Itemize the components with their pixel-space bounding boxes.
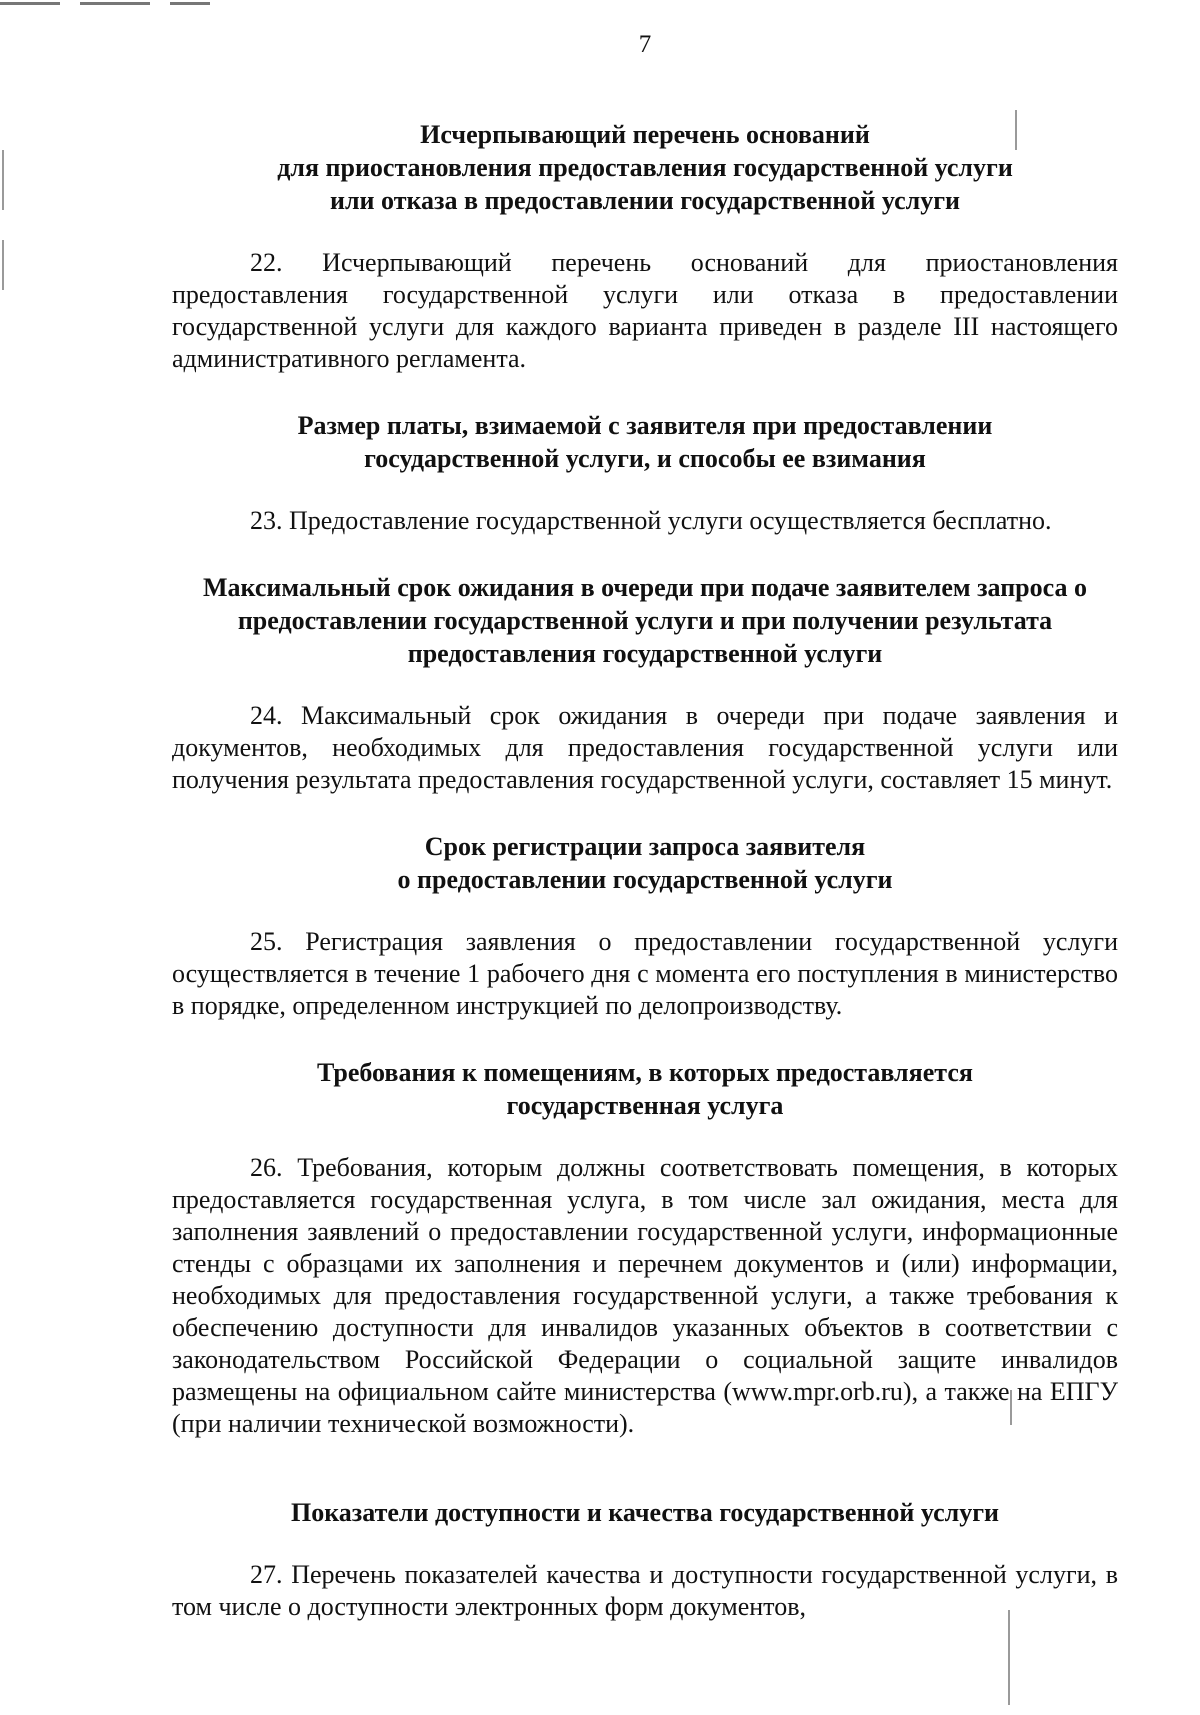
section-heading <box>172 1056 1118 1122</box>
scan-artifact <box>0 2 60 5</box>
paragraph-25: 25. Регистрация заявления о предоставлении государственной услуги осуществляется в течение 1 рабочего дня с момента его поступления в министерство в порядке, определенном инструкцией по делопроизводству. <box>172 927 1118 1020</box>
section-heading <box>172 1496 1118 1529</box>
heading-line: или отказа в предоставлении государственной услуги <box>329 186 961 215</box>
heading-line: Размер платы, взимаемой с заявителя при предоставлении <box>297 411 993 440</box>
paragraph-23: 23. Предоставление государственной услуги осуществляется бесплатно. <box>250 506 1052 535</box>
section-heading <box>172 830 1118 896</box>
paragraph-24: 24. Максимальный срок ожидания в очереди при подаче заявления и документов, необходимых для предоставления государственной услуги или получения результата предоставления государственной услуги, составляет 15 минут. <box>172 701 1118 794</box>
scan-artifact <box>2 240 4 290</box>
section-heading <box>172 409 1118 475</box>
paragraph-26: 26. Требования, которым должны соответствовать помещения, в которых предоставляется государственная услуга, в том числе зал ожидания, места для заполнения заявлений о предоставлении государственной услуги, информационные стенды с образцами их заполнения и перечнем документов и (или) информации, необходимых для предоставления государственной услуги, а также требования к обеспечению доступности для инвалидов указанных объектов в соответствии с законодательством Российской Федерации о социальной защите инвалидов размещены на официальном сайте министерства (www.mpr.orb.ru), а также на ЕПГУ (при наличии технической возможности). <box>172 1153 1118 1438</box>
heading-line: государственной услуги, и способы ее взимания <box>364 444 926 473</box>
paragraph-22: 22. Исчерпывающий перечень оснований для приостановления предоставления государственной услуги или отказа в предоставлении государственной услуги для каждого варианта приведен в разделе III настоящего административного регламента. <box>172 248 1118 373</box>
heading-line: предоставлении государственной услуги и при получении результата <box>237 606 1053 635</box>
heading-line: Максимальный срок ожидания в очереди при подаче заявителем запроса о <box>202 573 1087 602</box>
section-heading <box>172 571 1118 670</box>
scan-artifact <box>2 150 4 210</box>
heading-line: Срок регистрации запроса заявителя <box>424 832 866 861</box>
heading-line: Исчерпывающий перечень оснований <box>420 120 870 149</box>
section-heading <box>172 118 1118 217</box>
heading-line: предоставления государственной услуги <box>407 639 883 668</box>
heading-line: Требования к помещениям, в которых предоставляется <box>317 1058 973 1087</box>
scan-artifact <box>80 2 150 5</box>
page-number: 7 <box>638 31 652 58</box>
document-body <box>172 118 1118 1623</box>
heading-line: о предоставлении государственной услуги <box>397 865 893 894</box>
heading-line: государственная услуга <box>506 1091 784 1120</box>
paragraph-27: 27. Перечень показателей качества и доступности государственной услуги, в том числе о доступности электронных форм документов, <box>172 1560 1118 1621</box>
heading-line: для приостановления предоставления государственной услуги <box>277 153 1013 182</box>
scan-artifact <box>1008 1610 1010 1705</box>
scan-artifact <box>170 2 210 5</box>
heading-line: Показатели доступности и качества государственной услуги <box>290 1498 1000 1527</box>
